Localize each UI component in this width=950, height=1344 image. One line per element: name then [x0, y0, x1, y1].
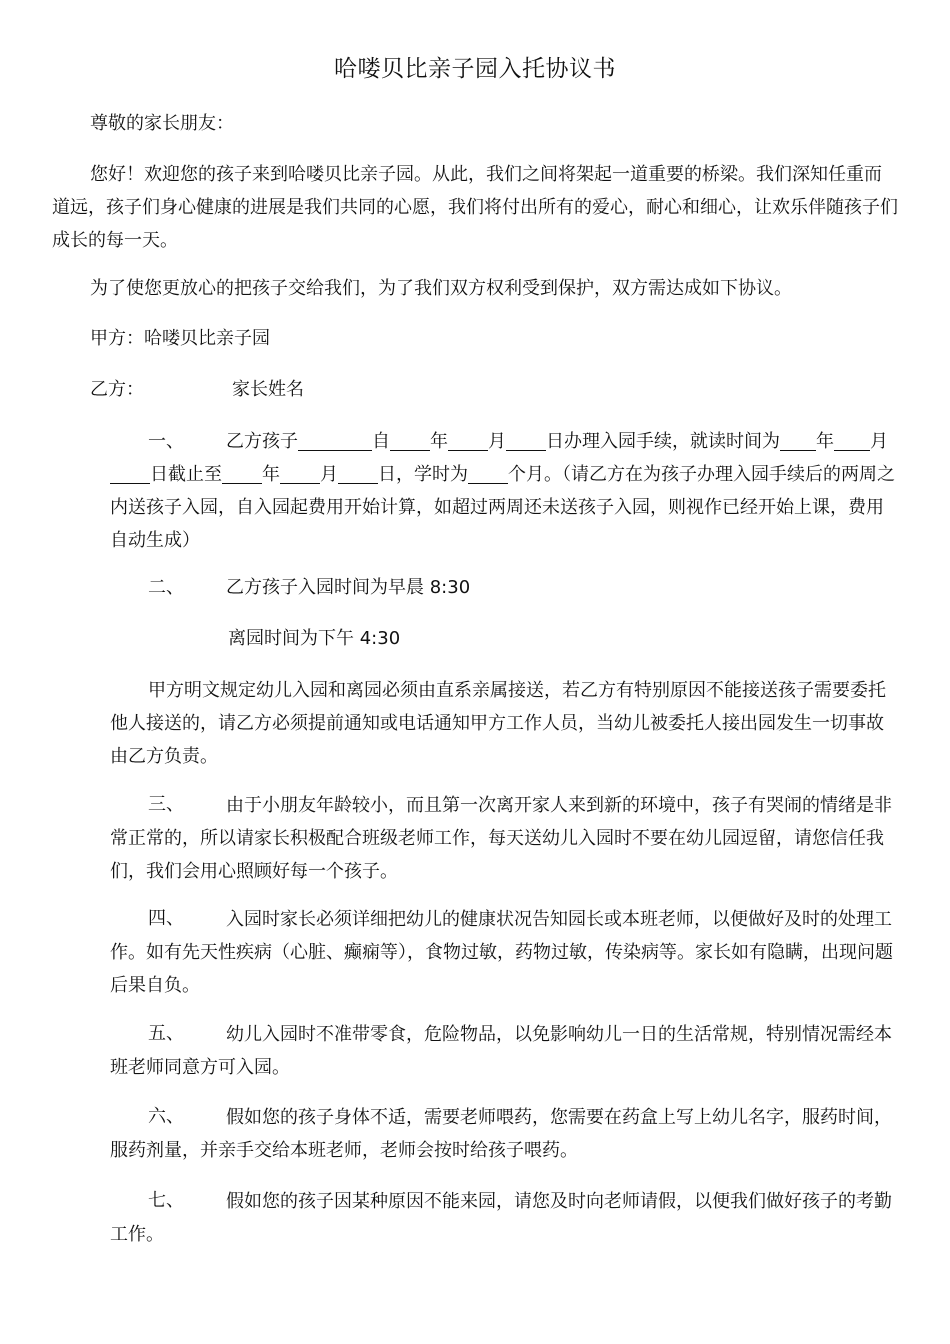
clause-5-number: 五、 [148, 1023, 184, 1044]
clause-1-number: 一、 [148, 431, 184, 452]
blank[interactable] [506, 428, 546, 451]
greeting: 尊敬的家长朋友： [90, 113, 234, 134]
clause-7-number: 七、 [148, 1190, 184, 1211]
document-title: 哈喽贝比亲子园入托协议书 [334, 56, 616, 82]
party-b-name: 家长姓名 [232, 379, 304, 400]
clause-1-text: 乙方孩子 自 年 月 日办理入园手续，就读时间为 年 月日截止至 年 月 日，学时为 个月。（请乙方在为孩子办理入园手续后的两周之内送孩子入园，自入园起费用开始计算，如超过两周还未送孩子入园，则视作已经开始上课，费用自动生成） [110, 425, 900, 557]
clause-2-departure: 离园时间为下午 4:30 [228, 628, 401, 649]
blank[interactable] [390, 428, 430, 451]
blank[interactable] [110, 461, 150, 484]
clause-3-text: 由于小朋友年龄较小，而且第一次离开家人来到新的环境中，孩子有哭闹的情绪是非常正常的，所以请家长积极配合班级老师工作，每天送幼儿入园时不要在幼儿园逗留，请您信任我们，我们会用心照顾好每一个孩子。 [110, 795, 892, 882]
party-a-name: 哈喽贝比亲子园 [144, 328, 270, 349]
clause-2-number: 二、 [148, 577, 184, 598]
blank[interactable] [834, 428, 870, 451]
intro-paragraph: 您好！欢迎您的孩子来到哈喽贝比亲子园。从此，我们之间将架起一道重要的桥梁。我们深知任重而道远，孩子们身心健康的进展是我们共同的心愿，我们将付出所有的爱心，耐心和细心，让欢乐伴随孩子们成长的每一天。 [52, 164, 898, 251]
party-a-label: 甲方： [90, 328, 144, 349]
blank[interactable] [780, 428, 816, 451]
clause-2-detail: 甲方明文规定幼儿入园和离园必须由直系亲属接送，若乙方有特别原因不能接送孩子需要委托他人接送的，请乙方必须提前通知或电话通知甲方工作人员，当幼儿被委托人接出园发生一切事故由乙方负责。 [110, 680, 886, 767]
blank[interactable] [468, 461, 508, 484]
blank[interactable] [338, 461, 378, 484]
party-b-label: 乙方： [90, 379, 144, 400]
blank[interactable] [448, 428, 488, 451]
party-a [90, 323, 270, 355]
blank[interactable] [222, 461, 262, 484]
purpose-paragraph: 为了使您更放心的把孩子交给我们，为了我们双方权利受到保护，双方需达成如下协议。 [90, 278, 792, 299]
child-name-blank[interactable] [298, 428, 372, 451]
clause-5-text: 幼儿入园时不准带零食，危险物品，以免影响幼儿一日的生活常规，特别情况需经本班老师同意方可入园。 [110, 1024, 892, 1078]
clause-6-number: 六、 [148, 1106, 184, 1127]
clause-2-arrival: 乙方孩子入园时间为早晨 8:30 [226, 577, 471, 598]
party-b [90, 374, 304, 406]
clause-4-number: 四、 [148, 908, 184, 929]
clause-7-text: 假如您的孩子因某种原因不能来园，请您及时向老师请假，以便我们做好孩子的考勤工作。 [110, 1191, 892, 1245]
clause-3-number: 三、 [148, 794, 184, 815]
clause-4-text: 入园时家长必须详细把幼儿的健康状况告知园长或本班老师，以便做好及时的处理工作。如有先天性疾病（心脏、癫痫等），食物过敏，药物过敏，传染病等。家长如有隐瞒，出现问题后果自负。 [110, 909, 893, 996]
blank[interactable] [280, 461, 320, 484]
clause-6-text: 假如您的孩子身体不适，需要老师喂药，您需要在药盒上写上幼儿名字，服药时间，服药剂量，并亲手交给本班老师，老师会按时给孩子喂药。 [110, 1107, 892, 1161]
